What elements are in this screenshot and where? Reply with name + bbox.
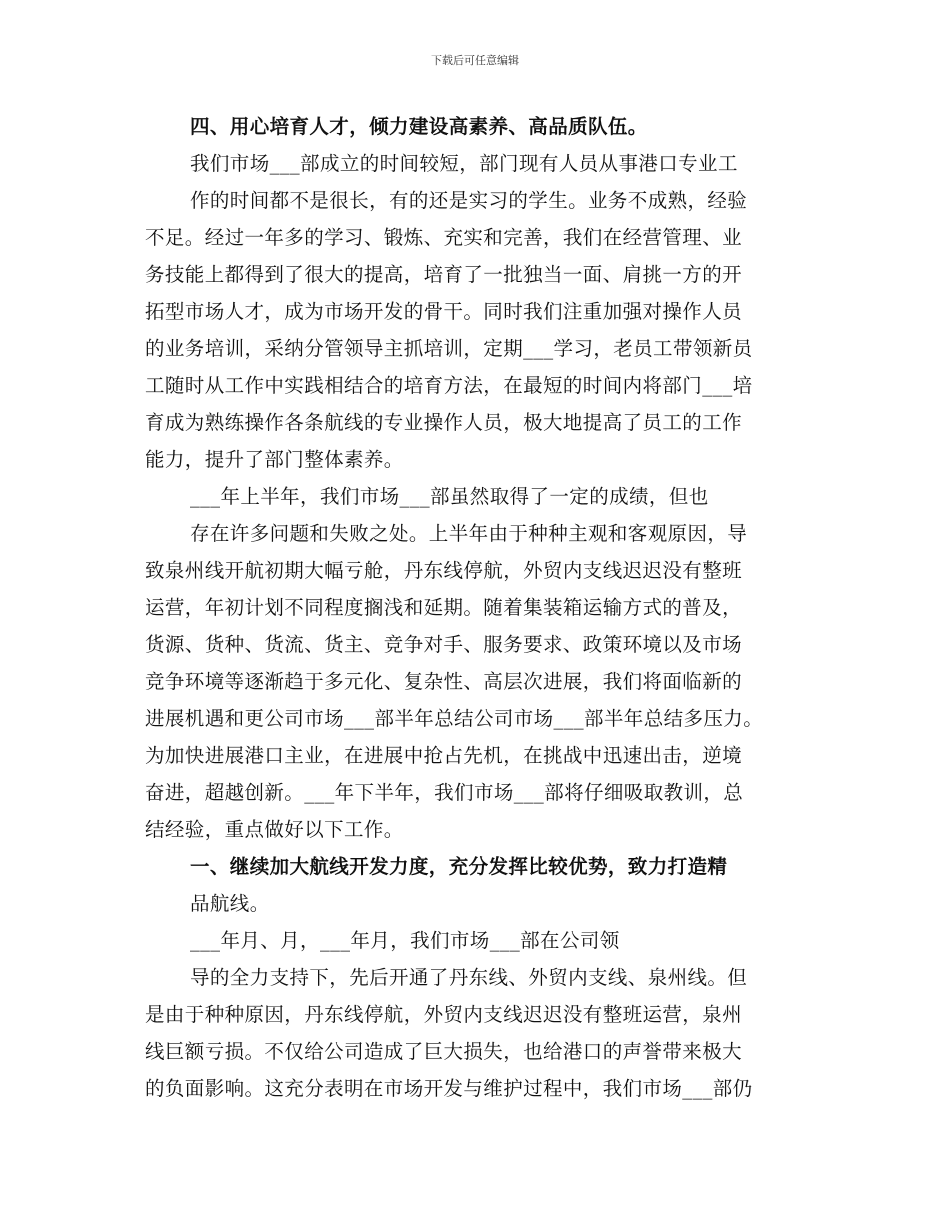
text-line: 工随时从工作中实践相结合的培育方法，在最短的时间内将部门___培 xyxy=(145,374,753,397)
text-line: 致泉州线开航初期大幅亏舱，丹东线停航，外贸内支线迟迟没有整班 xyxy=(145,559,743,582)
text-line: 品航线。 xyxy=(190,892,270,915)
text-line: 存在许多问题和失败之处。上半年由于种种主观和客观原因，导 xyxy=(190,522,748,545)
text-line: 是由于种种原因，丹东线停航，外贸内支线迟迟没有整班运营，泉州 xyxy=(145,1003,743,1026)
text-line: 拓型市场人才，成为市场开发的骨干。同时我们注重加强对操作人员 xyxy=(145,300,743,323)
text-line: 能力，提升了部门整体素养。 xyxy=(145,448,404,471)
text-line: 导的全力支持下，先后开通了丹东线、外贸内支线、泉州线。但 xyxy=(190,966,748,989)
text-line: ___年上半年，我们市场___部虽然取得了一定的成绩，但也 xyxy=(190,485,709,508)
text-line: 竞争环境等逐渐趋于多元化、复杂性、高层次进展，我们将面临新的 xyxy=(145,670,743,693)
text-line: 结经验，重点做好以下工作。 xyxy=(145,818,404,841)
text-line: 务技能上都得到了很大的提高，培育了一批独当一面、肩挑一方的开 xyxy=(145,263,743,286)
text-line: 奋进，超越创新。___年下半年，我们市场___部将仔细吸取教训，总 xyxy=(145,781,744,804)
page-header: 下载后可任意编辑 xyxy=(431,54,519,67)
text-line: 运营，年初计划不同程度搁浅和延期。随着集装箱运输方式的普及， xyxy=(145,596,743,619)
text-line: 货源、货种、货流、货主、竞争对手、服务要求、政策环境以及市场 xyxy=(145,633,743,656)
text-line: 不足。经过一年多的学习、锻炼、充实和完善，我们在经营管理、业 xyxy=(145,226,743,249)
text-line: 的业务培训，采纳分管领导主抓培训，定期___学习，老员工带领新员 xyxy=(145,337,753,360)
text-line: 为加快进展港口主业，在进展中抢占先机，在挑战中迅速出击，逆境 xyxy=(145,744,743,767)
section-heading-one: 一、继续加大航线开发力度，充分发挥比较优势，致力打造精 xyxy=(190,855,728,878)
text-line: 育成为熟练操作各条航线的专业操作人员，极大地提高了员工的工作 xyxy=(145,411,743,434)
text-line: 线巨额亏损。不仅给公司造成了巨大损失，也给港口的声誉带来极大 xyxy=(145,1040,743,1063)
text-line: 作的时间都不是很长，有的还是实习的学生。业务不成熟，经验 xyxy=(190,189,748,212)
text-line: 我们市场___部成立的时间较短，部门现有人员从事港口专业工 xyxy=(190,152,738,175)
text-line: ___年月、月，___年月，我们市场___部在公司领 xyxy=(190,929,620,952)
text-line: 进展机遇和更公司市场___部半年总结公司市场___部半年总结多压力。 xyxy=(145,707,764,730)
section-heading-four: 四、用心培育人才，倾力建设高素养、高品质队伍。 xyxy=(190,115,648,138)
text-line: 的负面影响。这充分表明在市场开发与维护过程中，我们市场___部仍 xyxy=(145,1077,753,1100)
